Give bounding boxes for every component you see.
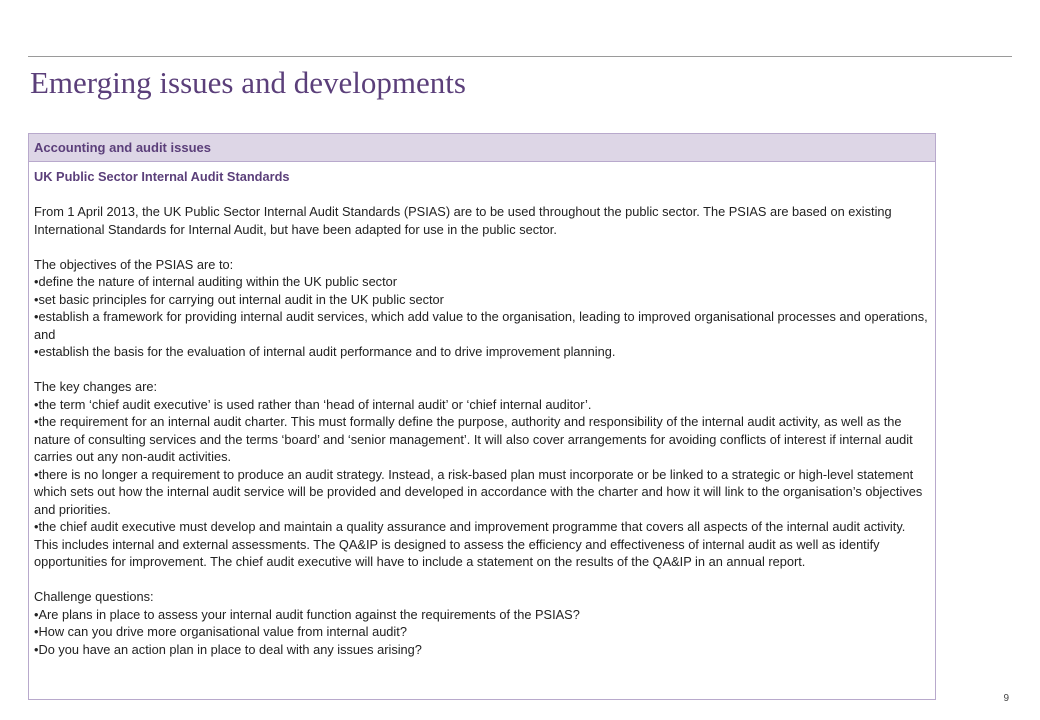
intro-paragraph: From 1 April 2013, the UK Public Sector Internal Audit Standards (PSIAS) are to be used throughout the public sector. The PSIAS are based on existing International Standards for Internal Audit, but have been adapted for use in the public sector.	[34, 204, 892, 237]
objective-item: •establish the basis for the evaluation of internal audit performance and to drive improvement planning.	[34, 344, 616, 359]
spacer	[34, 238, 930, 256]
page-title: Emerging issues and developments	[30, 65, 466, 100]
objective-item: •establish a framework for providing internal audit services, which add value to the organisation, leading to improved organisational processes and operations, and	[34, 309, 928, 342]
section-title: UK Public Sector Internal Audit Standards	[34, 169, 290, 184]
change-item: •the chief audit executive must develop and maintain a quality assurance and improvement programme that covers all aspects of the internal audit activity. This includes internal and external assessments. The QA&IP is designed to assess the efficiency and effectiveness of internal audit as well as identify opportunities for improvement. The chief audit executive will have to include a statement on the results of the QA&IP in an annual report.	[34, 519, 906, 569]
changes-heading: The key changes are:	[34, 379, 158, 394]
issues-panel	[28, 133, 936, 700]
change-item: •the requirement for an internal audit charter. This must formally define the purpose, authority and responsibility of the internal audit activity, as well as the nature of consulting services and the terms ‘board’ and ‘senior management’. It will also cover arrangements for avoiding conflicts of interest if internal audit carries out any non-audit activities.	[34, 414, 913, 464]
spacer	[34, 186, 930, 204]
change-item: •the term ‘chief audit executive’ is used rather than ‘head of internal audit’ or ‘chief internal auditor’.	[34, 396, 592, 412]
panel-header: Accounting and audit issues	[29, 134, 935, 162]
spacer	[34, 361, 930, 379]
question-item: •How can you drive more organisational value from internal audit?	[34, 624, 407, 639]
question-item: •Do you have an action plan in place to deal with any issues arising?	[34, 641, 422, 657]
panel-body	[29, 162, 935, 658]
page-number: 9	[1003, 693, 1009, 704]
questions-heading: Challenge questions:	[34, 589, 154, 604]
question-item: •Are plans in place to assess your internal audit function against the requirements of the PSIAS?	[34, 606, 580, 622]
change-item: •there is no longer a requirement to produce an audit strategy. Instead, a risk-based plan must incorporate or be linked to a strategic or high-level statement which sets out how the internal audit service will be provided and developed in accordance with the charter and how it will link to the organisation’s objectives and priorities.	[34, 466, 923, 517]
objective-item: •define the nature of internal auditing within the UK public sector	[34, 274, 398, 289]
top-divider	[28, 56, 1012, 57]
spacer	[34, 571, 930, 589]
objective-item: •set basic principles for carrying out internal audit in the UK public sector	[34, 291, 444, 307]
objectives-heading: The objectives of the PSIAS are to:	[34, 256, 234, 272]
